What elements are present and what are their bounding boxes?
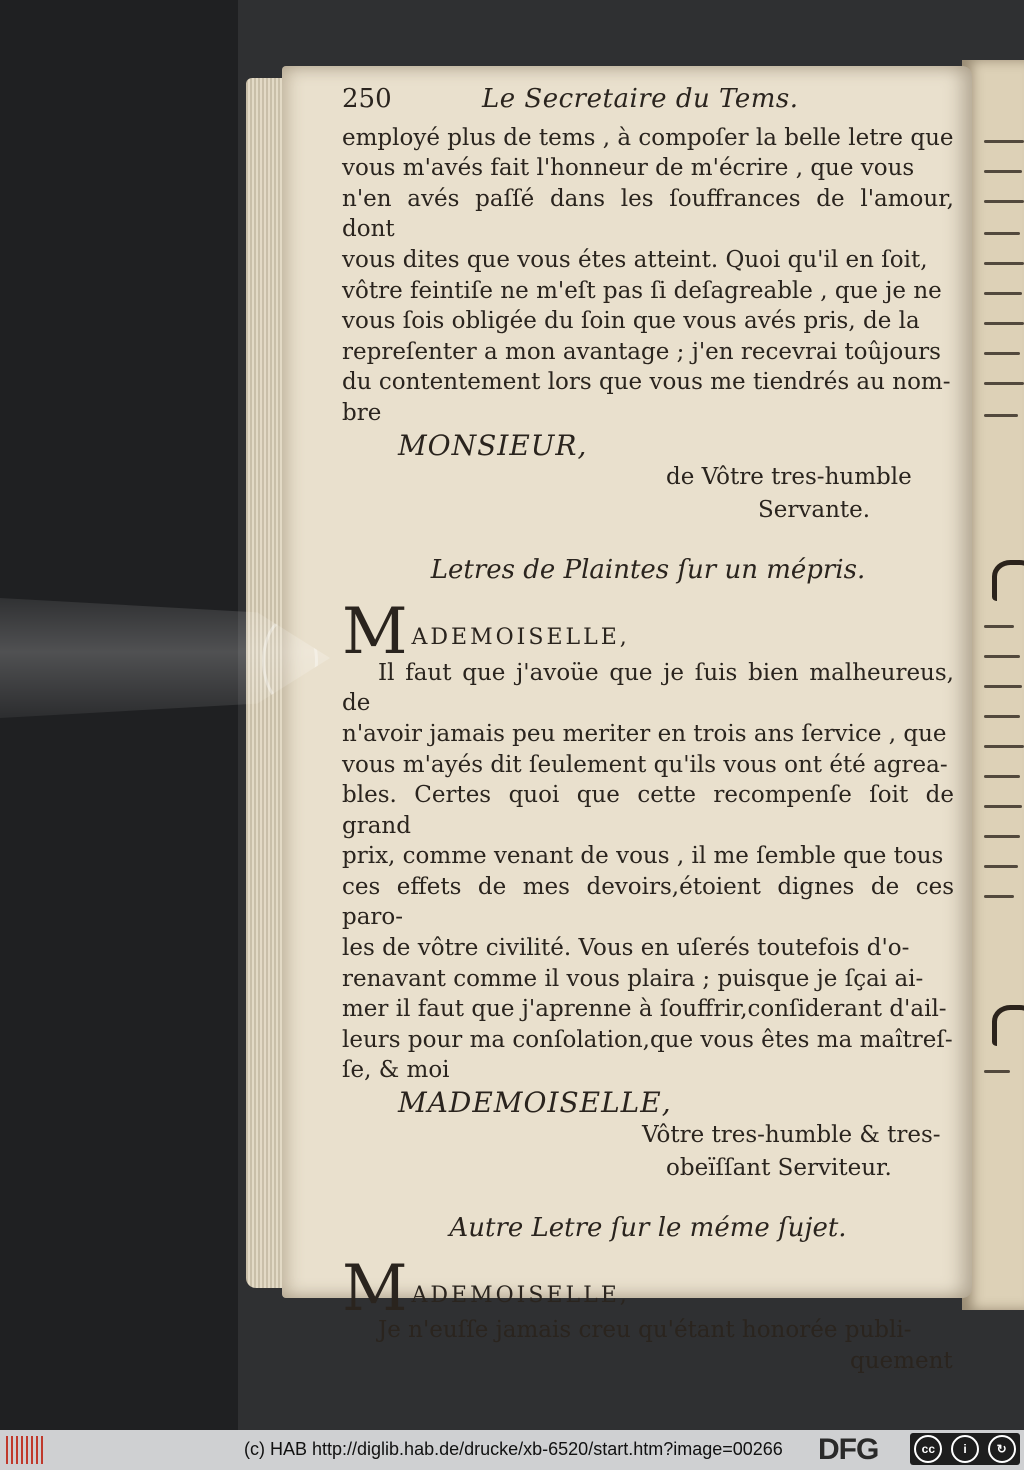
drop-cap: M bbox=[342, 594, 408, 669]
text-line: ces effets de mes devoirs,étoient dignes de ces paro- bbox=[342, 873, 954, 931]
by-icon: i bbox=[951, 1435, 979, 1463]
text-line: renavant comme il vous plaira ; puisque je ſçai ai- bbox=[342, 965, 924, 992]
text-line: Il faut que j'avoüe que je ſuis bien malheureus, de bbox=[342, 659, 954, 717]
letter-closing bbox=[342, 1119, 954, 1185]
text-line: Je n'euſſe jamais creu qu'étant honorée publi- bbox=[378, 1317, 912, 1344]
letter-opener bbox=[342, 594, 954, 669]
letter-body bbox=[342, 123, 954, 429]
salutation: ADEMOISELLE, bbox=[411, 625, 630, 651]
dfg-logo: DFG bbox=[818, 1433, 879, 1466]
text-line: vous ſois obligée du ſoin que vous avés pris, de la bbox=[342, 308, 920, 335]
letter-address: MONSIEUR, bbox=[398, 428, 588, 462]
text-line: du contentement lors que vous me tiendrés au nom- bbox=[342, 369, 951, 396]
text-line: leurs pour ma conſolation,que vous êtes ma maîtreſ- bbox=[342, 1026, 953, 1053]
copyright-link[interactable]: (c) HAB http://diglib.hab.de/drucke/xb-6520/start.htm?image=00266 bbox=[244, 1439, 783, 1459]
text-line: vous m'ayés dit ſeulement qu'ils vous ont été agrea- bbox=[342, 751, 948, 778]
text-line: vous dites que vous étes atteint. Quoi qu'il en ſoit, bbox=[342, 246, 928, 273]
letter-body bbox=[342, 658, 954, 1086]
section-heading: Autre Letre ſur le méme ſujet. bbox=[449, 1212, 847, 1243]
text-line: n'en avés paſſé dans les ſouffrances de l'amour, dont bbox=[342, 185, 954, 243]
closing-line: obeïſſant Serviteur. bbox=[666, 1154, 892, 1181]
text-line: mer il faut que j'aprenne à ſouffrir,conſiderant d'ail- bbox=[342, 996, 947, 1023]
text-line: vôtre feintiſe ne m'eſt pas ſi deſagreable , que je ne bbox=[342, 277, 942, 304]
text-line: bles. Certes quoi que cette recompenſe ſoit de grand bbox=[342, 782, 954, 839]
drop-cap: M bbox=[342, 1252, 408, 1327]
catchword: quement bbox=[850, 1347, 953, 1374]
letter-opener bbox=[342, 1252, 954, 1327]
page-number: 250 bbox=[342, 84, 392, 114]
text-line: ſe, & moi bbox=[342, 1057, 450, 1084]
closing-line: Servante. bbox=[758, 497, 871, 524]
closing-line: de Vôtre tres-humble bbox=[666, 464, 912, 491]
section-heading: Letres de Plaintes ſur un mépris. bbox=[430, 555, 866, 586]
text-line: bre bbox=[342, 399, 382, 426]
barcode-icon bbox=[6, 1436, 46, 1464]
letter-closing bbox=[342, 461, 954, 527]
text-line: n'avoir jamais peu meriter en trois ans ſervice , que bbox=[342, 720, 947, 747]
page-header bbox=[342, 84, 954, 115]
running-title: Le Secretaire du Tems. bbox=[482, 84, 799, 114]
page-text bbox=[342, 84, 954, 1376]
text-line: prix, comme venant de vous , il me ſemble que tous bbox=[342, 843, 944, 870]
text-line: employé plus de tems , à compoſer la belle letre que bbox=[342, 124, 954, 151]
text-line: les de vôtre civilité. Vous en uſerés toutefois d'o- bbox=[342, 935, 910, 962]
cc-license-badge[interactable] bbox=[910, 1433, 1020, 1465]
cc-icon: cc bbox=[914, 1435, 942, 1463]
text-line: repreſenter a mon avantage ; j'en recevrai toûjours bbox=[342, 338, 941, 365]
salutation: ADEMOISELLE, bbox=[411, 1282, 630, 1308]
letter-address: MADEMOISELLE, bbox=[398, 1086, 672, 1120]
text-line: vous m'avés fait l'honneur de m'écrire , que vous bbox=[342, 155, 915, 182]
sa-icon: ↻ bbox=[988, 1435, 1016, 1463]
viewer-footer bbox=[0, 1430, 1024, 1470]
letter-body bbox=[342, 1315, 954, 1376]
closing-line: Vôtre tres-humble & tres- bbox=[642, 1121, 941, 1148]
